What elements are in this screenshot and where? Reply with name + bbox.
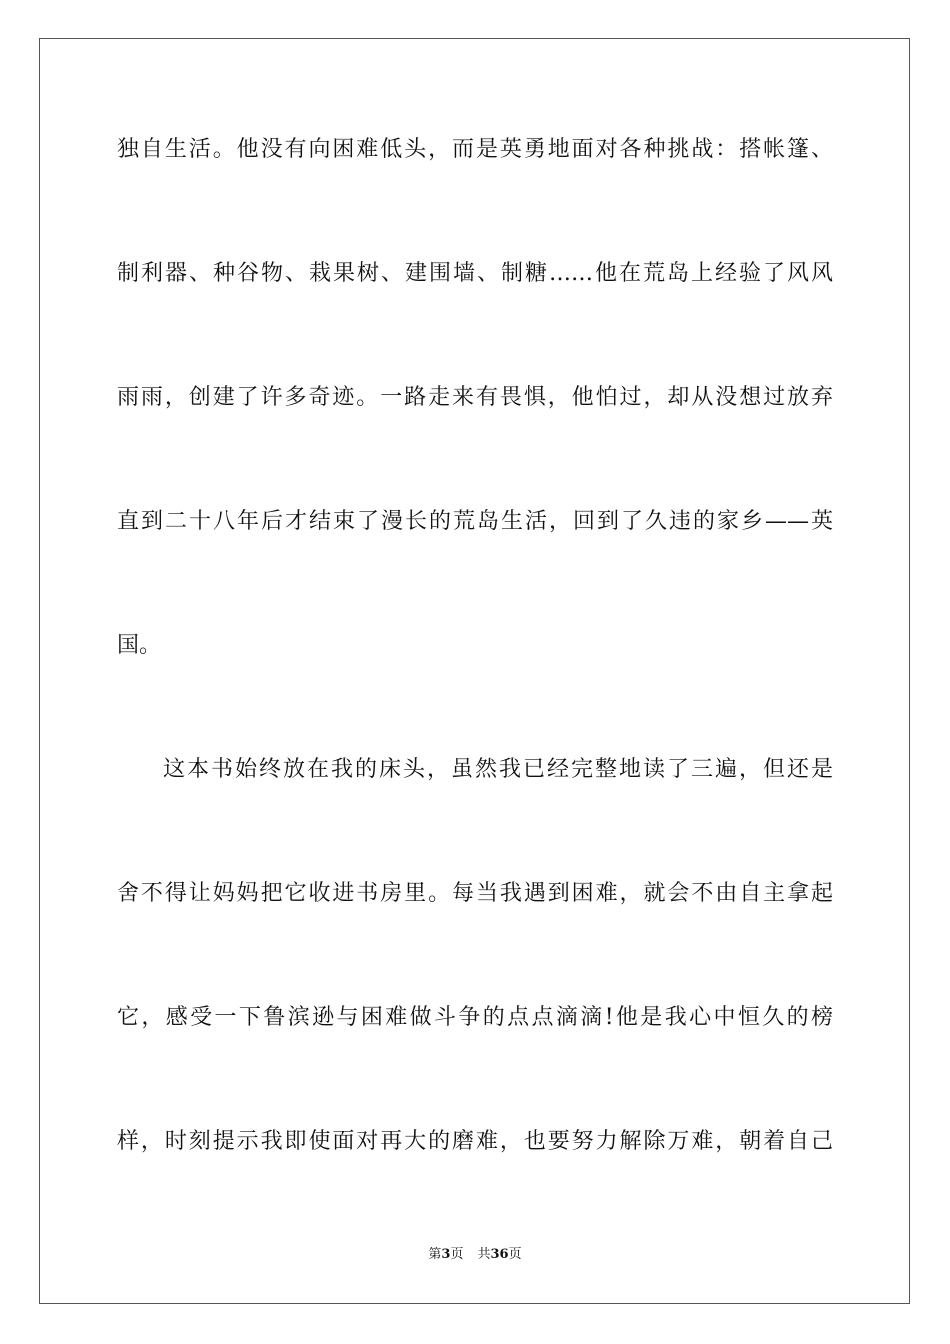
body-text-line-1: 独自生活。他没有向困难低头，而是英勇地面对各种挑战：搭帐篷、 <box>117 137 833 162</box>
body-text-line-3: 雨雨，创建了许多奇迹。一路走来有畏惧，他怕过，却从没想过放弃 <box>117 385 833 410</box>
page-border <box>39 38 910 1304</box>
body-text-line-9: 样，时刻提示我即使面对再大的磨难，也要努力解除万难，朝着自己 <box>117 1129 833 1154</box>
page-suffix: 页 <box>450 1247 464 1262</box>
page-prefix: 第 <box>428 1247 442 1262</box>
body-text-line-8: 它，感受一下鲁滨逊与困难做斗争的点点滴滴!他是我心中恒久的榜 <box>117 1005 833 1030</box>
body-text-line-5: 国。 <box>117 633 162 658</box>
page-footer <box>0 1246 950 1264</box>
body-text-line-2: 制利器、种谷物、栽果树、建围墙、制糖……他在荒岛上经验了风风 <box>117 261 833 286</box>
total-suffix: 页 <box>508 1247 522 1262</box>
body-text-line-6: 这本书始终放在我的床头，虽然我已经完整地读了三遍，但还是 <box>163 757 833 782</box>
body-text-line-7: 舍不得让妈妈把它收进书房里。每当我遇到困难，就会不由自主拿起 <box>117 881 833 906</box>
total-prefix: 共 <box>477 1247 491 1262</box>
total-pages: 36 <box>490 1247 509 1262</box>
page-number: 3 <box>441 1247 451 1262</box>
body-text-line-4: 直到二十八年后才结束了漫长的荒岛生活，回到了久违的家乡——英 <box>117 509 833 534</box>
